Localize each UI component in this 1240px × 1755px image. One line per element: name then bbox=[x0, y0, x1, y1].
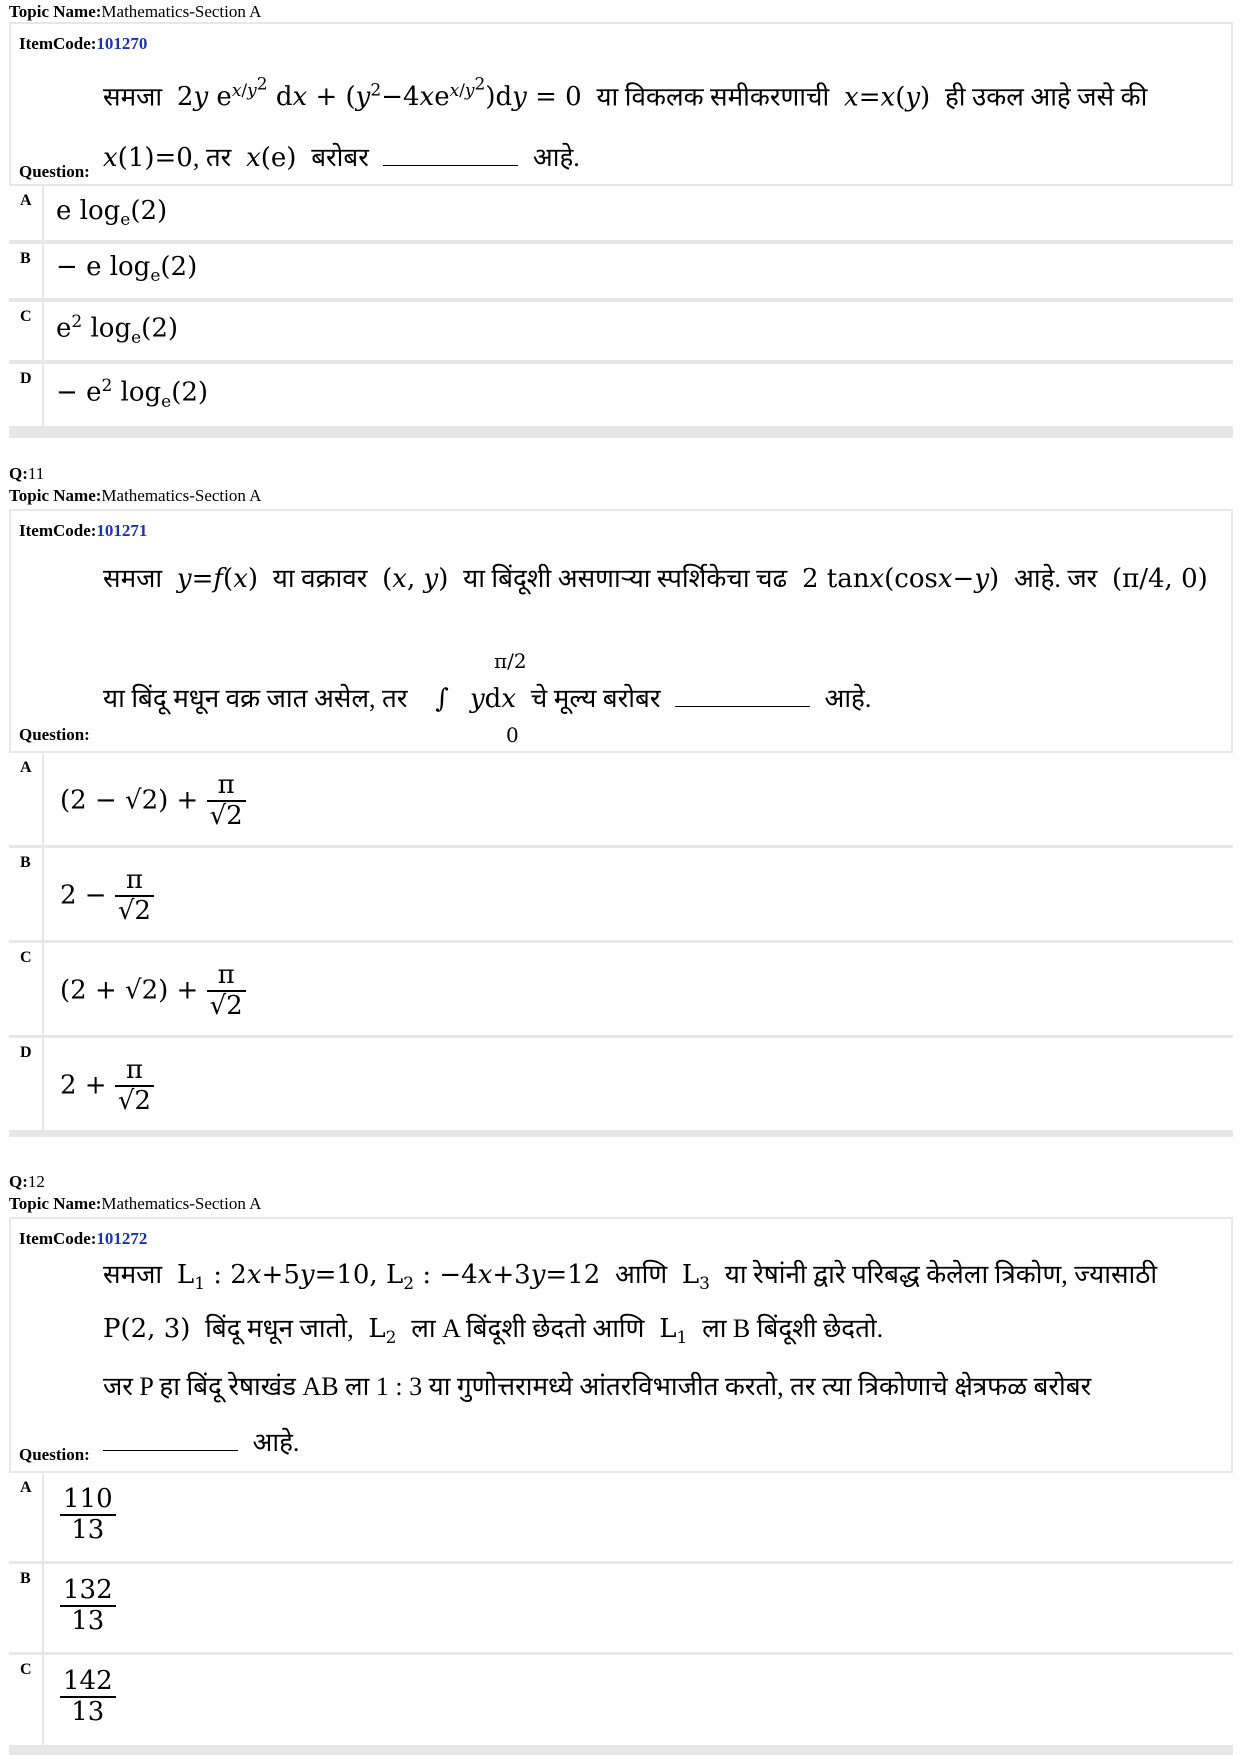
q10-sol: x=x(y) bbox=[844, 82, 939, 113]
itemcode-label: ItemCode: bbox=[19, 34, 97, 53]
q10-condition: x(1)=0 bbox=[103, 143, 193, 173]
option-fraction: $\frac{142}{13}$ bbox=[60, 1667, 116, 1727]
q12-topic-line bbox=[9, 1194, 261, 1214]
option-letter: A bbox=[9, 1473, 42, 1561]
option-row-c[interactable] bbox=[9, 302, 1233, 360]
option-row-b[interactable] bbox=[9, 244, 1233, 298]
q12-l3: $L_3$ bbox=[673, 1260, 710, 1295]
topic-label: Topic Name: bbox=[9, 486, 102, 505]
q12-point-p: P(2, 3) bbox=[103, 1314, 199, 1344]
option-row-d[interactable] bbox=[9, 364, 1233, 426]
q12-line2-c: ला B बिंदूशी छेदतो. bbox=[702, 1314, 884, 1343]
topic-label: Topic Name: bbox=[9, 2, 102, 21]
option-content bbox=[44, 1473, 1233, 1561]
q11-line2-mid: चे मूल्य बरोबर bbox=[530, 684, 661, 713]
question-label: Question: bbox=[19, 1445, 90, 1464]
option-letter: D bbox=[9, 364, 42, 426]
option-letter: C bbox=[9, 302, 42, 360]
q12-card bbox=[9, 1217, 1233, 1755]
q-label: Q: bbox=[9, 464, 28, 483]
q10-equation-line bbox=[103, 74, 1147, 114]
q10-condition-line bbox=[103, 142, 580, 174]
itemcode-label: ItemCode: bbox=[19, 1229, 97, 1248]
option-content bbox=[44, 1564, 1233, 1652]
option-row-b[interactable] bbox=[9, 1564, 1233, 1652]
q12-line1-and: आणि bbox=[615, 1260, 668, 1289]
q-number: 12 bbox=[27, 1172, 45, 1191]
option-content bbox=[44, 1038, 1233, 1130]
q12-line1 bbox=[103, 1259, 1157, 1295]
option-formula: (2 − √2) + $\frac{\pi}{√2}$ bbox=[60, 771, 246, 831]
option-content bbox=[44, 753, 1233, 845]
q12-l2: $L_2$ bbox=[360, 1314, 397, 1349]
option-content bbox=[44, 186, 1233, 240]
q12-line2-b: ला A बिंदूशी छेदतो आणि bbox=[411, 1314, 645, 1343]
itemcode-line bbox=[19, 521, 147, 541]
q11-point: (x, y) bbox=[373, 564, 457, 594]
q12-line1-lead: समजा bbox=[103, 1260, 163, 1289]
option-formula: e $\log_e(2)$ bbox=[56, 196, 168, 231]
q11-line2-lead: या बिंदू मधून वक्र जात असेल, तर bbox=[103, 684, 408, 713]
topic-value: Mathematics-Section A bbox=[101, 1194, 262, 1213]
itemcode-line bbox=[19, 1229, 147, 1249]
q11-card bbox=[9, 509, 1233, 1137]
option-formula: 2 − $\frac{\pi}{√2}$ bbox=[60, 866, 154, 926]
integral-sign: ∫ bbox=[435, 684, 449, 714]
option-letter: A bbox=[9, 753, 42, 845]
q10-equation: 2y $e^{x/y^2}$ dx + $(y^2-4xe^{x/y^2})dy = 0$ bbox=[168, 74, 590, 113]
option-content bbox=[44, 848, 1233, 940]
q10-text-mid: या विकलक समीकरणाची bbox=[596, 82, 830, 112]
q11-line2 bbox=[103, 683, 871, 715]
q10-cond-mid: बरोबर bbox=[311, 143, 369, 172]
option-content bbox=[44, 364, 1233, 426]
option-letter: B bbox=[9, 244, 42, 298]
option-row-a[interactable] bbox=[9, 186, 1233, 240]
q11-question-area bbox=[11, 511, 1231, 751]
q10-text-tail: आहे. bbox=[532, 143, 580, 172]
q10-topic-line bbox=[9, 2, 261, 22]
option-letter: D bbox=[9, 1038, 42, 1130]
q12-number-line bbox=[9, 1172, 45, 1192]
topic-value: Mathematics-Section A bbox=[101, 486, 262, 505]
option-content bbox=[44, 1655, 1233, 1745]
option-letter: C bbox=[9, 1655, 42, 1745]
itemcode-line bbox=[19, 34, 147, 54]
answer-blank bbox=[675, 706, 810, 707]
option-row-b[interactable] bbox=[9, 848, 1233, 940]
option-fraction: $\frac{132}{13}$ bbox=[60, 1576, 116, 1636]
option-row-a[interactable] bbox=[9, 1473, 1233, 1561]
option-letter: B bbox=[9, 1564, 42, 1652]
option-formula: − e $\log_e(2)$ bbox=[56, 252, 198, 287]
q10-cond-lead: , तर bbox=[192, 143, 232, 172]
integral-lower-limit: 0 bbox=[506, 723, 519, 747]
q11-start-point: (π/4, 0) bbox=[1103, 564, 1208, 594]
option-letter: B bbox=[9, 848, 42, 940]
q11-line2-tail: आहे. bbox=[824, 684, 872, 713]
q-number: 11 bbox=[27, 464, 45, 483]
option-row-c[interactable] bbox=[9, 1655, 1233, 1745]
option-content bbox=[44, 244, 1233, 298]
option-letter: A bbox=[9, 186, 42, 240]
q11-slope: 2 tanx(cosx−y) bbox=[793, 564, 1008, 594]
itemcode-value: 101270 bbox=[96, 34, 148, 53]
q12-line3: जर P हा बिंदू रेषाखंड AB ला 1 : 3 या गुणोत्तरामध्ये आंतरविभाजीत करतो, तर त्या त्रिकोणाचे क्षेत्रफळ बरोबर bbox=[103, 1372, 1092, 1401]
itemcode-value: 101272 bbox=[96, 1229, 148, 1248]
itemcode-label: ItemCode: bbox=[19, 521, 97, 540]
answer-blank bbox=[383, 165, 518, 166]
q11-line1-tail: आहे. जर bbox=[1013, 564, 1098, 593]
option-fraction: $\frac{110}{13}$ bbox=[60, 1485, 116, 1545]
option-row-a[interactable] bbox=[9, 753, 1233, 845]
topic-value: Mathematics-Section A bbox=[101, 2, 262, 21]
option-content bbox=[44, 943, 1233, 1035]
q11-integrand: ydx bbox=[469, 684, 516, 714]
q11-line1-mid2: या बिंदूशी असणाऱ्या स्पर्शिकेचा चढ bbox=[463, 564, 788, 593]
q10-question-area bbox=[11, 24, 1231, 184]
topic-label: Topic Name: bbox=[9, 1194, 102, 1213]
option-formula: 2 + $\frac{\pi}{√2}$ bbox=[60, 1056, 154, 1116]
q11-line1-mid: या वक्रावर bbox=[272, 564, 368, 593]
question-label: Question: bbox=[19, 162, 90, 181]
q11-line1-lead: समजा bbox=[103, 564, 163, 593]
option-formula: − $e^2$ $\log_e(2)$ bbox=[56, 376, 209, 412]
q12-line4-tail: आहे. bbox=[252, 1428, 300, 1457]
option-row-d[interactable] bbox=[9, 1038, 1233, 1130]
itemcode-value: 101271 bbox=[96, 521, 148, 540]
answer-blank bbox=[103, 1450, 238, 1451]
q12-question-area bbox=[11, 1219, 1231, 1471]
q11-topic-line bbox=[9, 486, 261, 506]
option-content bbox=[44, 302, 1233, 360]
q12-l1: $L_1$ bbox=[650, 1314, 688, 1349]
integral-upper-limit: π/2 bbox=[494, 649, 527, 673]
q11-line1 bbox=[103, 563, 1208, 595]
q10-text-lead: समजा bbox=[103, 82, 163, 112]
option-row-c[interactable] bbox=[9, 943, 1233, 1035]
q12-line1-tail: या रेषांनी द्वारे परिबद्ध केलेला त्रिकोण, ज्यासाठी bbox=[724, 1260, 1158, 1289]
q10-card bbox=[9, 22, 1233, 438]
q11-number-line bbox=[9, 464, 44, 484]
q12-line2-a: बिंदू मधून जातो, bbox=[205, 1314, 354, 1343]
option-formula: (2 + √2) + $\frac{\pi}{√2}$ bbox=[60, 961, 246, 1021]
q10-target: x(e) bbox=[246, 143, 305, 173]
q10-text-mid2: ही उकल आहे जसे की bbox=[944, 82, 1148, 112]
option-letter: C bbox=[9, 943, 42, 1035]
q12-line4 bbox=[103, 1427, 299, 1458]
q12-line2 bbox=[103, 1313, 883, 1349]
question-label: Question: bbox=[19, 725, 90, 744]
option-formula: $e^2$ $\log_e(2)$ bbox=[56, 312, 179, 348]
q-label: Q: bbox=[9, 1172, 28, 1191]
q12-lines: $L_1$ : 2x+5y=10, $L_2$ : −4x+3y=12 bbox=[168, 1260, 609, 1295]
q11-curve: y=f(x) bbox=[176, 564, 267, 594]
